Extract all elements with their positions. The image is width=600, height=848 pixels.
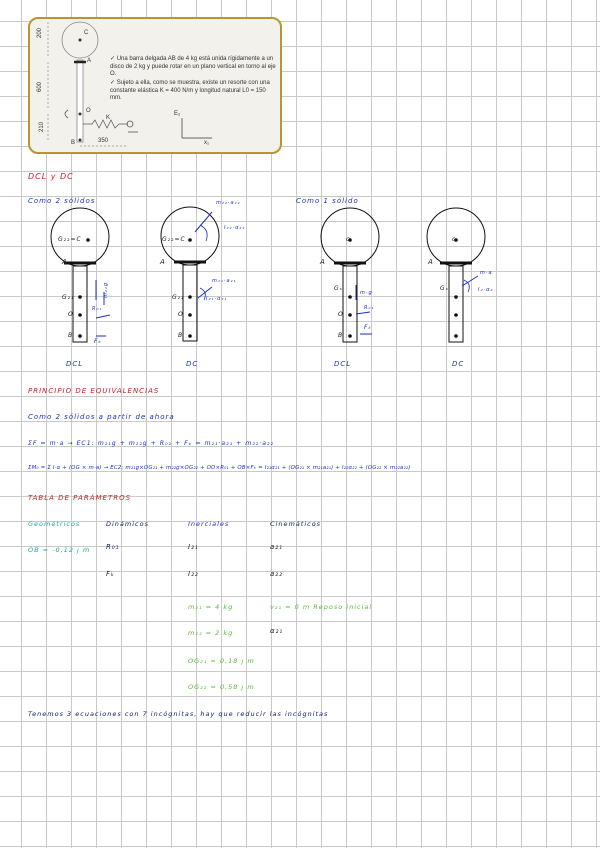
d3-c-label: c [346, 236, 351, 243]
d1-B-label: B [68, 332, 74, 339]
d2-I22: I₂₂·α₂₂ [224, 225, 246, 231]
d2-ma22: m₂₂·a₂₂ [216, 200, 241, 206]
d2-ma21: m₂₁·a₂₁ [212, 278, 237, 284]
d2-G-label: G₂₁ [172, 294, 185, 301]
inerc-m22: m₂₂ = 2 kg [188, 629, 234, 637]
equation-2: ΣM₀ = Σ I·α + (OG × m·a) → EC2: m₂₁g×OG₂₁ + m₂₂g×OG₂₂ + OO×R₀₁ + OB×Fₖ = I₂₁α₂₁ + (OG₂₁ × m₂₁a₂₁) + I₂₂α₂₂ + (OG₂₂ × m₂₂a₂₂) [28, 465, 411, 471]
axis-x-label: x₁ [204, 140, 210, 146]
geom-OB: OB = -0,12 ȷ m [28, 546, 91, 554]
d3-Fk: Fₖ [364, 324, 373, 331]
d4-Gs-label: Gₛ [440, 285, 449, 292]
cinem-v21: v₂₁ = 0 m Reposo inicial [270, 603, 373, 611]
d3-B-label: B [338, 332, 344, 339]
d4-Ia: I₂·α₂ [478, 287, 494, 293]
dim-600: 600 [37, 81, 44, 93]
cinem-a21: a₂₁ [270, 543, 283, 551]
fbd-dcl-two-solids [51, 208, 110, 342]
subheading-como-2-partir: Como 2 sólidos a partir de ahora [28, 413, 175, 421]
label-dc-2: DC [452, 360, 465, 368]
label-dc-1: DC [186, 360, 199, 368]
label-dcl-1: DCL [66, 360, 84, 368]
dim-350: 350 [98, 138, 109, 144]
statement-1: ✓ Una barra delgada AB de 4 kg está unida rígidamente a un disco de 2 kg y puede rotar en un plano vertical en torno al eje O. [110, 56, 276, 77]
d3-A-label: A [320, 258, 326, 266]
heading-principio: PRINCIPIO DE EQUIVALENCIAS [28, 387, 160, 395]
label-K: K [106, 115, 111, 121]
axis-E-label: E₂ [174, 111, 181, 117]
fbd-dc-two-solids [161, 207, 219, 341]
d3-R01: R₀₁ [364, 305, 375, 311]
label-C: C [84, 30, 89, 36]
fbd-dcl-one-solid [321, 208, 379, 342]
label-B: B [71, 140, 76, 146]
col-header-dinamicos: Dinámicos [106, 520, 149, 528]
fbd-dc-one-solid [427, 208, 485, 342]
inerc-OG21: OG₂₁ = 0,18 ȷ m [188, 657, 255, 665]
cinem-a22: a₂₂ [270, 570, 283, 578]
d1-G-label: G₂₁ [62, 294, 75, 301]
d1-O-label: O [68, 311, 74, 318]
inerc-I21: I₂₁ [188, 543, 199, 551]
d1-m2g: m₂₂g [103, 281, 110, 299]
label-O: O [86, 108, 91, 114]
dinam-Fk: Fₖ [106, 570, 116, 578]
d4-ma: m·a [480, 270, 493, 276]
statement-2-text: Sujeto a ella, como se muestra, existe un resorte con una constante elástica K = 400 N/m y longitud natural L0 = 150 mm. [110, 80, 270, 101]
d4-A-label: A [428, 258, 434, 266]
dinam-R01: R₀₁ [106, 543, 120, 551]
dim-200: 200 [37, 27, 44, 39]
equation-1: ΣF = m·a → EC1: m₂₁g + m₂₂g + R₀₁ + Fₖ = m₂₁·a₂₁ + m₂₂·a₂₂ [28, 440, 274, 447]
d3-mg: m·g [360, 290, 373, 296]
dim-210: 210 [39, 121, 46, 133]
d2-B-label: B [178, 332, 184, 339]
col-header-geometricos: Geométricos [28, 520, 81, 528]
d2-O-label: O [178, 311, 184, 318]
inerc-OG22: OG₂₂ = 0,58 ȷ m [188, 683, 255, 691]
label-A: A [87, 58, 92, 64]
footer-note: Tenemos 3 ecuaciones con 7 incógnitas, hay que reducir las incógnitas [28, 710, 329, 718]
statement-2: ✓ Sujeto a ella, como se muestra, existe un resorte con una constante elástica K = 400 N/m y longitud natural L0 = 150 mm. [110, 80, 270, 101]
d2-I21: I₂₁·α₂₁ [206, 296, 228, 302]
col-header-inerciales: Inerciales [188, 520, 230, 528]
heading-como-2: Como 2 sólidos [28, 197, 96, 205]
cinem-alpha21: α₂₁ [270, 627, 284, 635]
col-header-cinematicos: Cinemáticos [270, 520, 322, 528]
label-dcl-2: DCL [334, 360, 352, 368]
d3-Gs-label: Gₛ [334, 285, 343, 292]
d1-R01: R₀₁ [92, 306, 103, 312]
d1-gc-label: G₂₂=C [58, 236, 82, 243]
heading-dcl-dc: DCL y DC [28, 172, 74, 181]
statement-1-text: Una barra delgada AB de 4 kg está unida rígidamente a un disco de 2 kg y puede rotar en un plano vertical en torno al eje O. [110, 56, 276, 77]
inerc-m21: m₂₁ = 4 kg [188, 603, 234, 611]
d1-Fk: Fₖ [94, 338, 103, 345]
d2-A-label: A [160, 258, 166, 266]
d3-O-label: O [338, 311, 344, 318]
heading-tabla: TABLA DE PARÁMETROS [28, 494, 132, 502]
d1-A-label: A [62, 258, 68, 266]
inerc-I22: I₂₂ [188, 570, 199, 578]
heading-como-1: Como 1 sólido [296, 197, 359, 205]
d2-gc-label: G₂₂=C [162, 236, 186, 243]
d4-c-label: c [452, 236, 457, 243]
